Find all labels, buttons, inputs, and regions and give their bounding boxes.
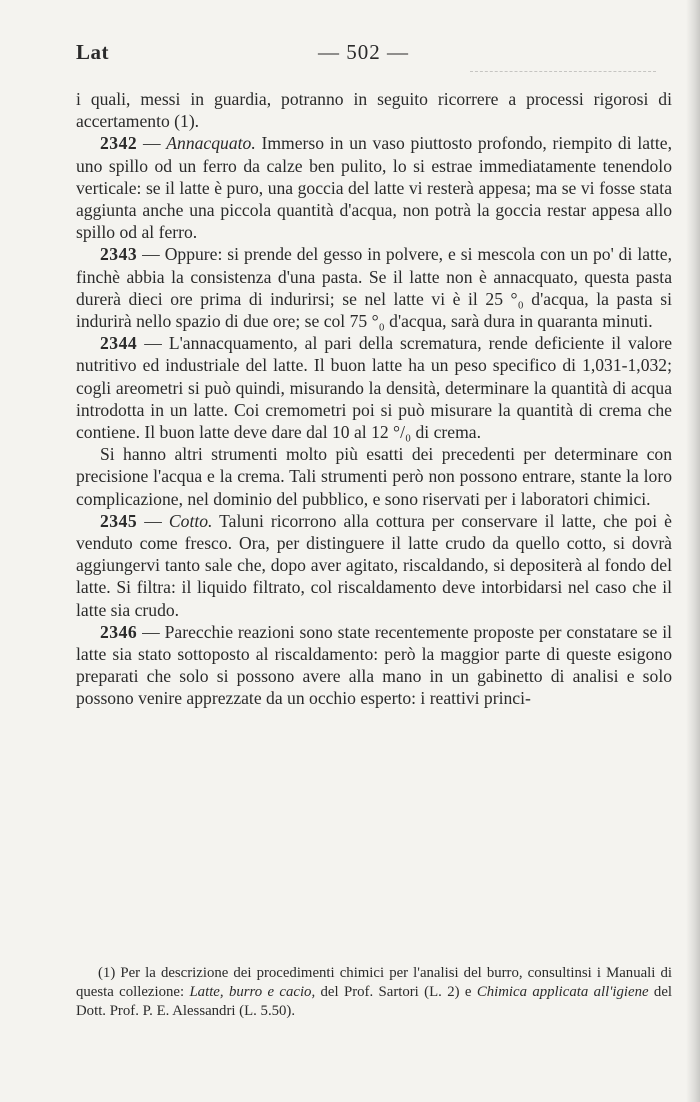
page-edge-shadow — [686, 0, 700, 1102]
paragraph-number: 2342 — [100, 133, 138, 154]
paragraph-number: 2344 — [100, 333, 138, 354]
paragraph-separator: — — [137, 133, 167, 154]
header-dash-rule — [470, 71, 656, 72]
paragraph-separator: — — [137, 621, 165, 642]
footnote-text: del Prof. Sartori (L. 2) e — [315, 984, 477, 1001]
footnote-book-title: Latte, burro e cacio, — [189, 984, 316, 1001]
paragraph-title: Annacquato. — [166, 133, 256, 154]
paragraph-2342 — [76, 132, 672, 243]
paragraph-continuation — [76, 88, 672, 132]
page-header — [76, 40, 676, 70]
footnote-book-title: Chimica applicata all'igiene — [476, 984, 649, 1001]
footnote-1 — [76, 964, 672, 1022]
paragraph-text: Taluni ricorrono alla cottura per conservare il latte, che poi è venduto come fresco. Ora, per distinguere il latte crudo da quello cotto, si dovrà aggiungervi tanto sale che, dopo aver agitato, riscaldando, si depositerà al fondo del latte. Si filtra: il liquido filtrato, col riscaldamento deve intorbidarsi nel caso che il latte sia crudo. — [76, 510, 672, 620]
page-number: — 502 — — [318, 40, 409, 64]
paragraph-2343 — [76, 243, 672, 332]
paragraph-number: 2346 — [100, 621, 138, 642]
paragraph-2345 — [76, 510, 672, 621]
footnotes — [76, 964, 672, 1022]
paragraph-number: 2343 — [100, 244, 138, 265]
paragraph-text: Si hanno altri strumenti molto più esatti dei precedenti per determinare con precisione l'acqua e la crema. Tali strumenti però non possono entrare, stante la loro complicazione, nel dominio del pubblico, e sono riservati per i laboratori chimici. — [76, 444, 672, 509]
paragraph-2344 — [76, 332, 672, 443]
paragraph-text: Parecchie reazioni sono state recentemente proposte per constatare se il latte sia stato sottoposto al riscaldamento: però la maggior parte di queste esigono preparati che solo si possono avere alla mano in un gabinetto di analisi e solo possono venire apprezzate da un occhio esperto: i reattivi princi- — [76, 621, 672, 709]
paragraph-separator: — — [137, 333, 169, 354]
paragraph-title: Cotto. — [168, 510, 213, 531]
paragraph-2346 — [76, 621, 672, 710]
paragraph-number: 2345 — [100, 510, 138, 531]
paragraph-instruments — [76, 443, 672, 510]
paragraph-separator: — — [137, 510, 169, 531]
footnote-mark: (1) — [98, 965, 116, 981]
paragraph-text: i quali, messi in guardia, potranno in seguito ricorrere a processi rigorosi di accertamento (1). — [76, 89, 672, 132]
body-text — [76, 88, 672, 710]
paragraph-text: Immerso in un vaso piuttosto profondo, riempito di latte, uno spillo od un ferro da calze ben pulito, lo si estrae immediatamente tenendolo verticale: se il latte è puro, una goccia del latte vi resterà appesa; ma se vi fosse stata aggiunta anche una piccola quantità d'acqua, non potrà la goccia restar appesa allo spillo od al ferro. — [76, 133, 673, 243]
footnote-text: Per la descrizione dei procedimenti chimici per l'analisi del burro, consultinsi i Manuali di questa collezione: — [76, 965, 672, 1001]
footnote-text: del Dott. Prof. P. E. Alessandri (L. 5.50). — [76, 984, 672, 1020]
paragraph-text: L'annacquamento, al pari della scrematura, rende deficiente il valore nutritivo ed industriale del latte. Il buon latte ha un peso specifico di 1,031-1,032; cogli areometri si può quindi, misurando la densità, determinare la quantità di acqua introdotta in un latte. Coi cremometri poi si può misurare la quantità di crema che contiene. Il buon latte deve dare dal 10 al 12 °/₀ di crema. — [76, 333, 672, 443]
paragraph-separator: — — [137, 244, 165, 265]
paragraph-text: Oppure: si prende del gesso in polvere, e si mescola con un po' di latte, finchè abbia la consistenza d'una pasta. Se il latte non è annacquato, questa pasta durerà dieci ore prima di indurirsi; se nel latte vi è il 25 °₀ d'acqua, la pasta si indurirà nello spazio di due ore; se col 75 °₀ d'acqua, sarà dura in quaranta minuti. — [76, 244, 673, 332]
running-head: Lat — [76, 40, 109, 64]
